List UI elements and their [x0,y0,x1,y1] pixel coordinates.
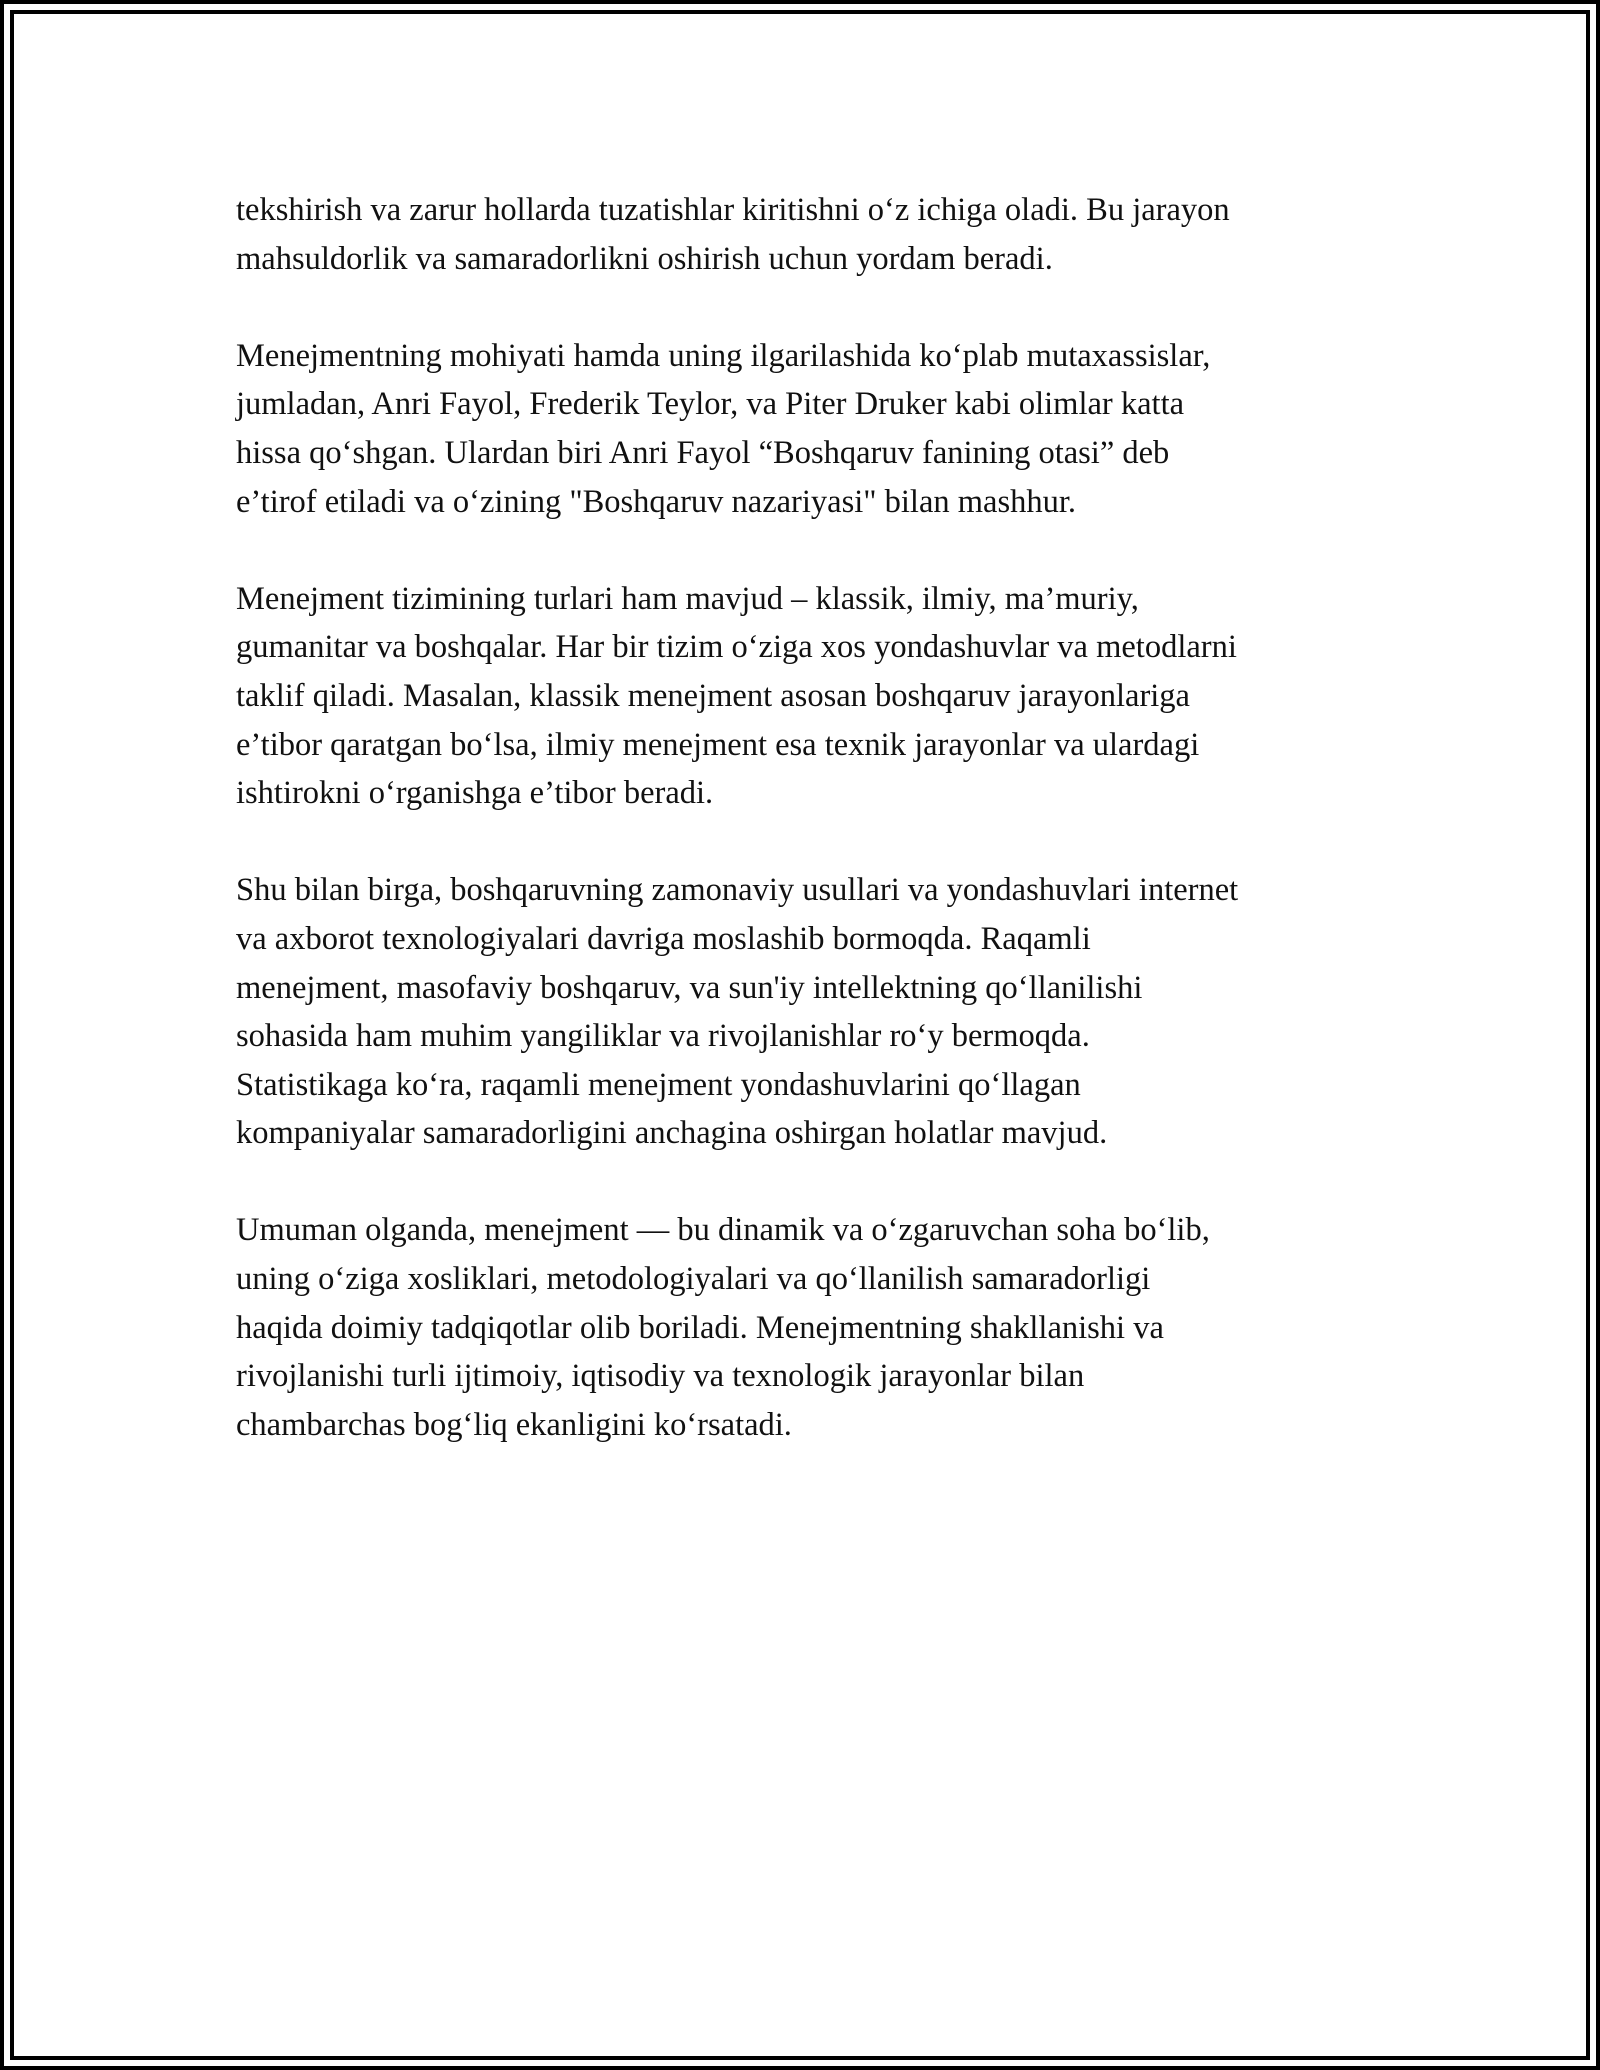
text-line: Umuman olganda, menejment — bu dinamik va o‘zgaruvchan soha bo‘lib, [236,1212,1210,1249]
paragraph [236,1206,1416,1449]
text-line: ishtirokni o‘rganishga e’tibor beradi. [236,775,714,812]
text-line: tekshirish va zarur hollarda tuzatishlar kiritishni o‘z ichiga oladi. Bu jarayon [236,192,1230,228]
paragraph [236,575,1416,818]
text-line: sohasida ham muhim yangiliklar va rivojlanishlar ro‘y bermoqda. [236,1018,1090,1055]
text-line: jumladan, Anri Fayol, Frederik Teylor, va Piter Druker kabi olimlar katta [236,386,1185,423]
text-line: chambarchas bog‘liq ekanligini ko‘rsatadi. [236,1406,792,1443]
text-line: e’tirof etiladi va o‘zining "Boshqaruv nazariyasi" bilan mashhur. [236,483,1077,520]
paragraph [236,866,1416,1158]
text-line: Menejmentning mohiyati hamda uning ilgarilashida ko‘plab mutaxassislar, [236,337,1211,374]
text-line: uning o‘ziga xosliklari, metodologiyalari va qo‘llanilish samaradorligi [236,1261,1151,1298]
text-line: menejment, masofaviy boshqaruv, va sun'iy intellektning qo‘llanilishi [236,969,1143,1006]
text-line: Shu bilan birga, boshqaruvning zamonaviy usullari va yondashuvlari internet [236,872,1239,909]
paragraph [236,186,1416,283]
text-line: gumanitar va boshqalar. Har bir tizim o‘ziga xos yondashuvlar va metodlarni [236,629,1237,666]
text-line: Statistikaga ko‘ra, raqamli menejment yondashuvlarini qo‘llagan [236,1066,1081,1103]
paragraph [236,332,1416,526]
text-line: kompaniyalar samaradorligini anchagina oshirgan holatlar mavjud. [236,1115,1108,1152]
text-line: haqida doimiy tadqiqotlar olib boriladi. Menejmentning shakllanishi va [236,1309,1164,1346]
text-line: taklif qiladi. Masalan, klassik menejment asosan boshqaruv jarayonlariga [236,677,1190,714]
text-line: rivojlanishi turli ijtimoiy, iqtisodiy va texnologik jarayonlar bilan [236,1358,1085,1395]
document-body [236,186,1416,1498]
text-line: Menejment tizimining turlari ham mavjud – klassik, ilmiy, ma’muriy, [236,580,1139,617]
text-line: e’tibor qaratgan bo‘lsa, ilmiy menejment esa texnik jarayonlar va ulardagi [236,726,1200,763]
text-line: mahsuldorlik va samaradorlikni oshirish uchun yordam beradi. [236,240,1053,277]
text-line: hissa qo‘shgan. Ulardan biri Anri Fayol “Boshqaruv fanining otasi” deb [236,434,1170,471]
text-line: va axborot texnologiyalari davriga moslashib bormoqda. Raqamli [236,920,1091,957]
